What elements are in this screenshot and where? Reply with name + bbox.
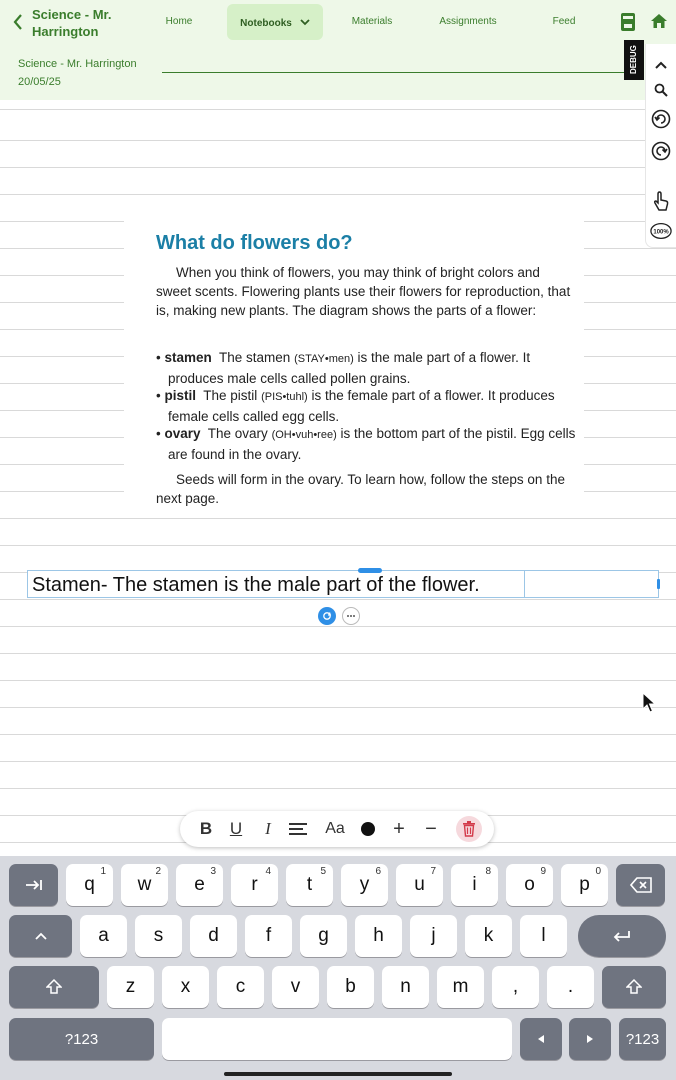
key-q[interactable] <box>66 864 113 906</box>
key-p-label: p <box>579 874 590 895</box>
term-ovary: ovary <box>164 426 201 441</box>
key-c[interactable]: c <box>217 966 264 1008</box>
home-icon[interactable] <box>650 12 668 32</box>
key-y-label: y <box>359 874 370 895</box>
ovary-text-before: The ovary <box>207 426 268 441</box>
caps-icon[interactable] <box>9 915 72 957</box>
undo-icon[interactable] <box>650 108 672 130</box>
worksheet-closing: Seeds will form in the ovary. To learn how, follow the steps on the next page. <box>156 472 565 506</box>
pistil-text-before: The pistil <box>203 388 258 403</box>
stamen-text-after: is the male part of a flower. It produces male cells called pollen grains. <box>168 350 531 386</box>
pistil-text-after: is the female part of a flower. It produces female cells called egg cells. <box>168 388 555 424</box>
key-u[interactable] <box>396 864 443 906</box>
key-e[interactable] <box>176 864 223 906</box>
key-y-hint: 6 <box>375 866 381 877</box>
mouse-pointer-icon <box>642 692 656 714</box>
key-j[interactable]: j <box>410 915 457 957</box>
shift-left-icon[interactable] <box>9 966 99 1008</box>
key-i-hint: 8 <box>485 866 491 877</box>
debug-badge[interactable]: DEBUG <box>624 40 644 80</box>
arrow-left-icon[interactable] <box>520 1018 562 1060</box>
align-icon[interactable] <box>286 817 310 841</box>
tab-notebooks-label: Notebooks <box>240 18 292 29</box>
app-title: Science - Mr. Harrington <box>32 7 112 39</box>
stamen-pronunciation: (STAY•men) <box>294 353 354 365</box>
key-p-hint: 0 <box>595 866 601 877</box>
key-s[interactable]: s <box>135 915 182 957</box>
key-k[interactable]: k <box>465 915 512 957</box>
key-g[interactable]: g <box>300 915 347 957</box>
tab-notebooks[interactable] <box>227 4 323 40</box>
bold-button[interactable]: B <box>199 819 213 838</box>
stamen-text-before: The stamen <box>219 350 291 365</box>
key-o-hint: 9 <box>540 866 546 877</box>
key-i-label: i <box>472 874 477 895</box>
tab-feed[interactable] <box>548 4 580 40</box>
tab-feed-label: Feed <box>552 16 576 27</box>
format-toolbar <box>180 811 494 847</box>
class-name: Science - Mr. Harrington <box>18 58 137 70</box>
key-r[interactable] <box>231 864 278 906</box>
side-toolbar <box>645 44 676 248</box>
key-w-hint: 2 <box>155 866 161 877</box>
notebook-icon[interactable] <box>620 12 638 32</box>
key-b[interactable]: b <box>327 966 374 1008</box>
worksheet-intro: When you think of flowers, you may think of bright colors and sweet scents. Flowering plants use their flowers for reproduction, that is, making new plants. The diagram shows the parts of a flower: <box>156 265 571 318</box>
key-w[interactable] <box>121 864 168 906</box>
key-period[interactable]: . <box>547 966 594 1008</box>
bullet-stamen: • stamen The stamen (STAY•men) is the male part of a flower. It produces male cells called pollen grains. <box>156 350 531 386</box>
delete-icon[interactable] <box>456 816 482 842</box>
tab-home-label: Home <box>165 16 193 27</box>
key-d[interactable]: d <box>190 915 237 957</box>
back-chevron-icon[interactable] <box>8 12 28 34</box>
key-p[interactable] <box>561 864 608 906</box>
key-t[interactable] <box>286 864 333 906</box>
tab-materials[interactable] <box>346 4 398 40</box>
zoom-icon[interactable] <box>650 220 672 242</box>
on-screen-keyboard <box>0 856 676 1080</box>
tab-materials-label: Materials <box>351 16 393 27</box>
search-icon[interactable] <box>650 79 672 101</box>
key-x[interactable]: x <box>162 966 209 1008</box>
key-i[interactable] <box>451 864 498 906</box>
backspace-icon[interactable] <box>616 864 665 906</box>
decrease-size-button[interactable]: − <box>425 817 437 840</box>
tab-assignments-label: Assignments <box>439 16 497 27</box>
key-q-label: q <box>84 874 95 895</box>
symbols-left-key[interactable]: ?123 <box>9 1018 154 1060</box>
ovary-pronunciation: (OH•vuh•ree) <box>271 429 337 441</box>
text-box[interactable] <box>27 570 659 598</box>
tab-icon[interactable] <box>9 864 58 906</box>
touch-icon[interactable] <box>650 190 672 212</box>
key-o-label: o <box>524 874 535 895</box>
key-r-label: r <box>251 874 258 895</box>
worksheet-title: What do flowers do? <box>156 232 353 254</box>
key-r-hint: 4 <box>265 866 271 877</box>
key-n[interactable]: n <box>382 966 429 1008</box>
term-stamen: stamen <box>164 350 212 365</box>
pistil-pronunciation: (PIS•tuhl) <box>261 391 308 403</box>
worksheet-image[interactable] <box>124 220 584 516</box>
resize-handle[interactable] <box>657 579 660 589</box>
symbols-right-key[interactable]: ?123 <box>619 1018 666 1060</box>
text-box-content[interactable]: Stamen- The stamen is the male part of the flower. <box>32 574 480 596</box>
rotate-icon[interactable] <box>318 607 336 625</box>
key-q-hint: 1 <box>100 866 106 877</box>
key-u-label: u <box>414 874 425 895</box>
font-size-button[interactable]: Aa <box>325 820 345 837</box>
bullet-ovary: • ovary The ovary (OH•vuh•ree) is the bottom part of the pistil. Egg cells are found in the ovary. <box>156 426 576 462</box>
collapse-up-icon[interactable] <box>650 54 672 76</box>
bullet-pistil: • pistil The pistil (PIS•tuhl) is the female part of a flower. It produces female cells called egg cells. <box>156 388 555 424</box>
key-a[interactable]: a <box>80 915 127 957</box>
key-h[interactable]: h <box>355 915 402 957</box>
key-e-hint: 3 <box>210 866 216 877</box>
key-y[interactable] <box>341 864 388 906</box>
key-f[interactable]: f <box>245 915 292 957</box>
shift-right-icon[interactable] <box>602 966 666 1008</box>
chevron-down-icon <box>300 4 310 40</box>
notebook-header <box>0 44 676 100</box>
home-indicator[interactable] <box>224 1072 452 1076</box>
svg-text:100%: 100% <box>653 229 669 236</box>
key-comma[interactable]: , <box>492 966 539 1008</box>
key-z[interactable]: z <box>107 966 154 1008</box>
term-pistil: pistil <box>164 388 196 403</box>
key-w-label: w <box>137 874 152 895</box>
more-options-icon[interactable] <box>342 607 360 625</box>
top-bar <box>0 0 676 44</box>
tab-home[interactable] <box>160 4 198 40</box>
redo-icon[interactable] <box>650 140 672 162</box>
tab-assignments[interactable] <box>434 4 502 40</box>
key-o[interactable] <box>506 864 553 906</box>
page-date: 20/05/25 <box>18 76 61 88</box>
text-cursor <box>524 571 525 597</box>
key-m[interactable]: m <box>437 966 484 1008</box>
enter-icon[interactable] <box>578 915 666 957</box>
key-t-label: t <box>306 874 313 895</box>
underline-button[interactable]: U <box>229 819 243 838</box>
header-divider <box>162 72 632 73</box>
increase-size-button[interactable]: + <box>393 817 405 840</box>
key-v[interactable]: v <box>272 966 319 1008</box>
color-dot-icon[interactable] <box>356 817 380 841</box>
key-l[interactable]: l <box>520 915 567 957</box>
arrow-right-icon[interactable] <box>569 1018 611 1060</box>
ovary-text-after: is the bottom part of the pistil. Egg cells are found in the ovary. <box>168 426 576 462</box>
space-bar[interactable] <box>162 1018 512 1060</box>
key-u-hint: 7 <box>430 866 436 877</box>
key-e-label: e <box>194 874 205 895</box>
italic-button[interactable]: I <box>265 819 271 838</box>
key-t-hint: 5 <box>320 866 326 877</box>
